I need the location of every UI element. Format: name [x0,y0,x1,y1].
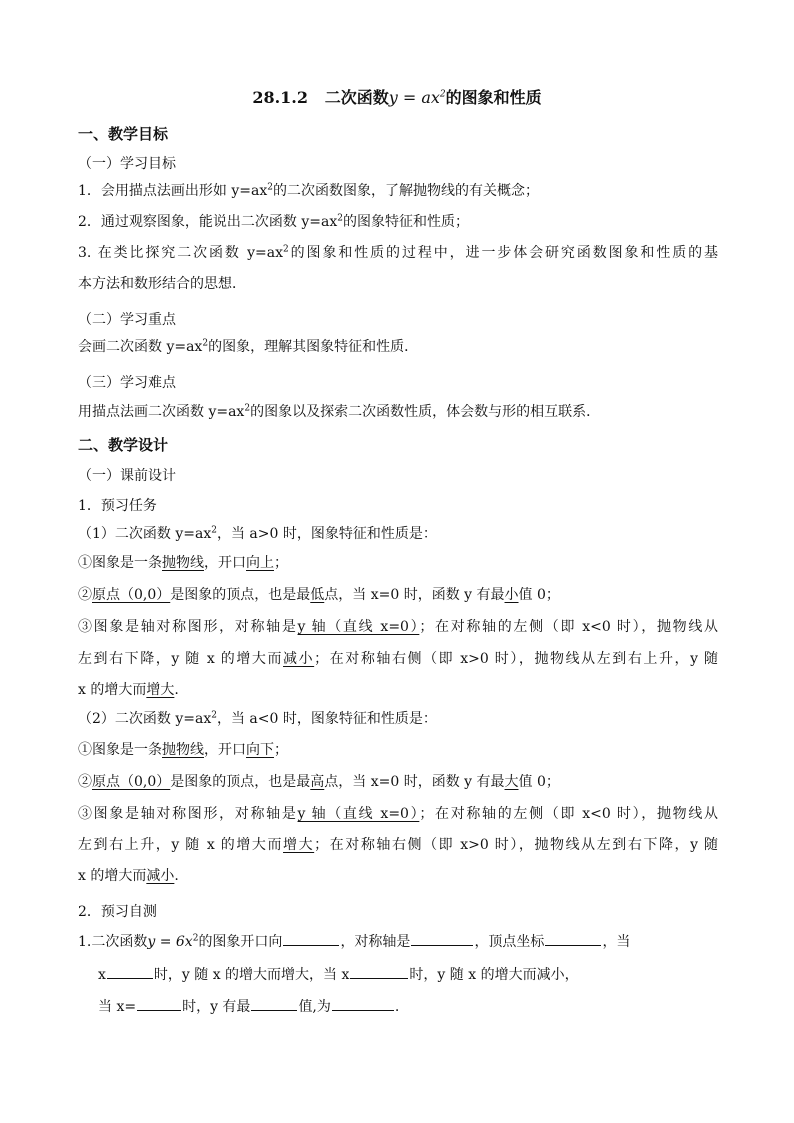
title-number: 28.1.2 [252,88,308,107]
title-formula: $y = ax^2$ [388,88,446,107]
question-1-line2: x 时，y 随 x 的增大而增大，当 x 时，y 随 x 的增大而减小， [98,964,738,985]
question-1-line1: 1.二次函数$y = 6x^2$的图象开口向 ，对称轴是 ，顶点坐标 ，当 [78,931,718,952]
section2-sub1: （一）课前设计 [78,468,176,484]
answer-blank-opening[interactable] [283,931,339,946]
answer-blank-extreme[interactable] [251,996,297,1011]
case2-intro: （2）二次函数 $y=ax^2$，当 a<0 时，图象特征和性质是： [78,710,437,727]
answer-blank-increase[interactable] [107,964,153,979]
question-1-line3: 当 x= 时，y 有最 值,为 . [98,996,738,1017]
difficulty-text: 用描点法画二次函数 $y=ax^2$的图象以及探索二次函数性质，体会数与形的相互联系． [78,403,601,420]
section1-sub1: （一）学习目标 [78,156,176,172]
preview-task: 1．预习任务 [78,498,157,514]
case1-line4: 左到右下降，y 随 x 的增大而减小；在对称轴右侧（即 x>0 时），抛物线从左到右上升，y 随 [78,651,719,667]
case2-line5: x 的增大而减小. [78,868,179,884]
objective-1: 1．会用描点法画出形如 $y=ax^2$的二次函数图象，了解抛物线的有关概念； [78,182,539,199]
answer-blank-value[interactable] [332,996,394,1011]
case1-line2: ②原点（0,0）是图象的顶点，也是最低点，当 x=0 时，函数 y 有最小值 0； [78,587,560,603]
answer-blank-decrease[interactable] [350,964,408,979]
title-text-after: 的图象和性质 [445,88,542,107]
objective-3-line2: 本方法和数形结合的思想． [78,276,246,292]
answer-blank-x[interactable] [137,996,181,1011]
section1-sub3: （三）学习难点 [78,375,176,391]
objective-3-line1: 3. 在类比探究二次函数 $y=ax^2$的图象和性质的过程中，进一步体会研究函数图象和性质的基 [78,244,719,261]
case2-line1: ①图象是一条抛物线，开口向下； [78,742,288,758]
case1-line3: ③图象是轴对称图形，对称轴是y 轴（直线 x=0）；在对称轴的左侧（即 x<0 时），抛物线从 [78,619,719,635]
section1-heading: 一、教学目标 [78,125,169,143]
case2-line2: ②原点（0,0）是图象的顶点，也是最高点，当 x=0 时，函数 y 有最大值 0； [78,774,560,790]
case2-line4: 左到右上升，y 随 x 的增大而增大；在对称轴右侧（即 x>0 时），抛物线从左到右下降，y 随 [78,837,719,853]
self-test-heading: 2．预习自测 [78,904,157,920]
focus-text: 会画二次函数 $y=ax^2$的图象，理解其图象特征和性质． [78,338,419,355]
objective-2: 2．通过观察图象，能说出二次函数 $y=ax^2$的图象特征和性质； [78,213,469,230]
answer-blank-vertex[interactable] [545,931,601,946]
case2-line3: ③图象是轴对称图形，对称轴是y 轴（直线 x=0）；在对称轴的左侧（即 x<0 时），抛物线从 [78,806,719,822]
answer-blank-axis[interactable] [411,931,473,946]
title-text-before: 二次函数 [324,88,389,107]
page-title [0,86,794,110]
section1-sub2: （二）学习重点 [78,312,176,328]
section2-heading: 二、教学设计 [78,436,169,454]
case1-line5: x 的增大而增大. [78,682,179,698]
case1-line1: ①图象是一条抛物线，开口向上； [78,555,288,571]
case1-intro: （1）二次函数 $y=ax^2$，当 a>0 时，图象特征和性质是： [78,525,437,542]
